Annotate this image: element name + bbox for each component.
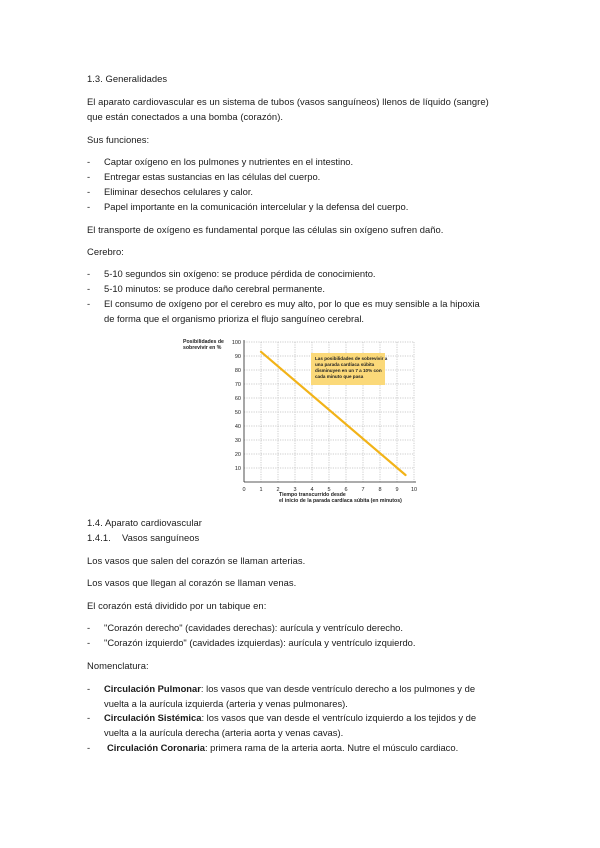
section-heading-aparato: 1.4. Aparato cardiovascular [87, 517, 202, 528]
bullet-marker: - [87, 712, 91, 723]
brain-item-1: 5-10 segundos sin oxígeno: se produce pérdida de conocimiento. [104, 268, 376, 279]
subheading-number: 1.4.1. [87, 532, 111, 543]
annotation-line-1: Las posibilidades de sobrevivir a [315, 356, 388, 361]
oxygen-note: El transporte de oxígeno es fundamental porque las células sin oxígeno sufren daño. [87, 224, 444, 235]
annotation-box [311, 353, 388, 385]
bullet-marker: - [87, 156, 91, 167]
y-tick-label: 10 [234, 466, 241, 472]
annotation-line-4: cada minuto que pasa [315, 374, 364, 379]
circ-coronaria-name: Circulación Coronaria [107, 742, 205, 753]
bullet-marker: - [87, 742, 91, 753]
bullet-marker: - [87, 171, 91, 182]
y-tick-label: 50 [234, 410, 241, 416]
nomenclature-label: Nomenclatura: [87, 660, 149, 671]
circ-pulmonar-name: Circulación Pulmonar [104, 683, 201, 694]
y-tick-label: 60 [234, 396, 241, 402]
heart-right-item: "Corazón derecho" (cavidades derechas): aurícula y ventrículo derecho. [104, 622, 404, 633]
functions-label: Sus funciones: [87, 134, 150, 145]
y-tick-label: 30 [234, 438, 241, 444]
septum-sentence: El corazón está dividido por un tabique en: [87, 600, 267, 611]
bullet-marker: - [87, 201, 91, 212]
y-tick-label: 80 [234, 368, 241, 374]
bullet-marker: - [87, 283, 91, 294]
circ-coronaria-text: : primera rama de la arteria aorta. Nutre el músculo cardiaco. [204, 742, 459, 753]
subheading-vasos: Vasos sanguíneos [122, 532, 200, 543]
circ-pulmonar-continued: vuelta a la aurícula izquierda (arteria y venas pulmonares). [104, 698, 348, 709]
function-item-2: Entregar estas sustancias en las células del cuerpo. [104, 171, 321, 182]
circ-sistemica-item [104, 712, 476, 724]
arteries-sentence: Los vasos que salen del corazón se llaman arterias. [87, 555, 306, 566]
bullet-marker: - [87, 622, 91, 633]
x-axis-label-line-2: el inicio de la parada cardíaca súbita (en minutos) [279, 498, 402, 504]
heart-left-item: "Corazón izquierdo" (cavidades izquierdas): aurícula y ventrículo izquierdo. [104, 637, 416, 648]
brain-item-2: 5-10 minutos: se produce daño cerebral permanente. [104, 283, 325, 294]
x-tick-label: 1 [259, 487, 263, 493]
bullet-marker: - [87, 637, 91, 648]
bullet-marker: - [87, 268, 91, 279]
y-tick-label: 40 [234, 424, 241, 430]
x-tick-label: 5 [327, 487, 331, 493]
circ-pulmonar-text: : los vasos que van desde ventrículo derecho a los pulmones y de [200, 683, 476, 694]
brain-item-3: El consumo de oxígeno por el cerebro es muy alto, por lo que es muy sensible a la hipoxia [104, 298, 480, 309]
bullet-marker: - [87, 298, 91, 309]
x-tick-label: 10 [410, 487, 418, 493]
function-item-4: Papel importante en la comunicación intercelular y la defensa del cuerpo. [104, 201, 409, 212]
y-tick-label: 90 [234, 354, 241, 360]
x-tick-label: 7 [361, 487, 365, 493]
x-tick-label: 8 [378, 487, 382, 493]
bullet-marker: - [87, 683, 91, 694]
annotation-line-3: disminuyen en un 7 a 10% con [315, 368, 382, 373]
y-tick-label: 20 [234, 452, 241, 458]
y-axis-label-line-1: Posibilidades de [183, 339, 224, 345]
circ-coronaria-item [107, 742, 458, 754]
circ-sistemica-name: Circulación Sistémica [104, 712, 202, 723]
y-tick-label: 100 [231, 340, 241, 346]
survival-chart [180, 334, 430, 510]
function-item-3: Eliminar desechos celulares y calor. [104, 186, 254, 197]
circ-sistemica-text: : los vasos que van desde el ventrículo izquierdo a los tejidos y de [201, 712, 477, 723]
x-tick-label: 4 [310, 487, 314, 493]
circ-sistemica-continued: vuelta a la aurícula derecha (arteria aorta y venas cavas). [104, 727, 344, 738]
x-tick-label: 6 [344, 487, 348, 493]
section-heading-generalidades: 1.3. Generalidades [87, 73, 168, 84]
x-tick-label: 3 [293, 487, 297, 493]
circ-pulmonar-item [104, 683, 475, 695]
x-tick-label: 2 [276, 487, 280, 493]
x-tick-label: 0 [242, 487, 246, 493]
function-item-1: Captar oxígeno en los pulmones y nutrientes en el intestino. [104, 156, 354, 167]
y-axis-label-line-2: sobrevivir en % [183, 345, 222, 351]
brain-label: Cerebro: [87, 246, 124, 257]
bullet-marker: - [87, 186, 91, 197]
y-tick-label: 70 [234, 382, 241, 388]
veins-sentence: Los vasos que llegan al corazón se llaman venas. [87, 577, 297, 588]
brain-item-3-continued: de forma que el organismo prioriza el flujo sanguíneo cerebral. [104, 313, 365, 324]
annotation-line-2: una parada cardíaca súbita [315, 362, 375, 367]
intro-paragraph-line-2: que están conectados a una bomba (corazón). [87, 111, 284, 122]
intro-paragraph-line-1: El aparato cardiovascular es un sistema de tubos (vasos sanguíneos) llenos de líquido (sangre) [87, 96, 489, 107]
x-axis-label-line-1: Tiempo transcurrido desde [279, 492, 346, 498]
x-tick-label: 9 [395, 487, 399, 493]
